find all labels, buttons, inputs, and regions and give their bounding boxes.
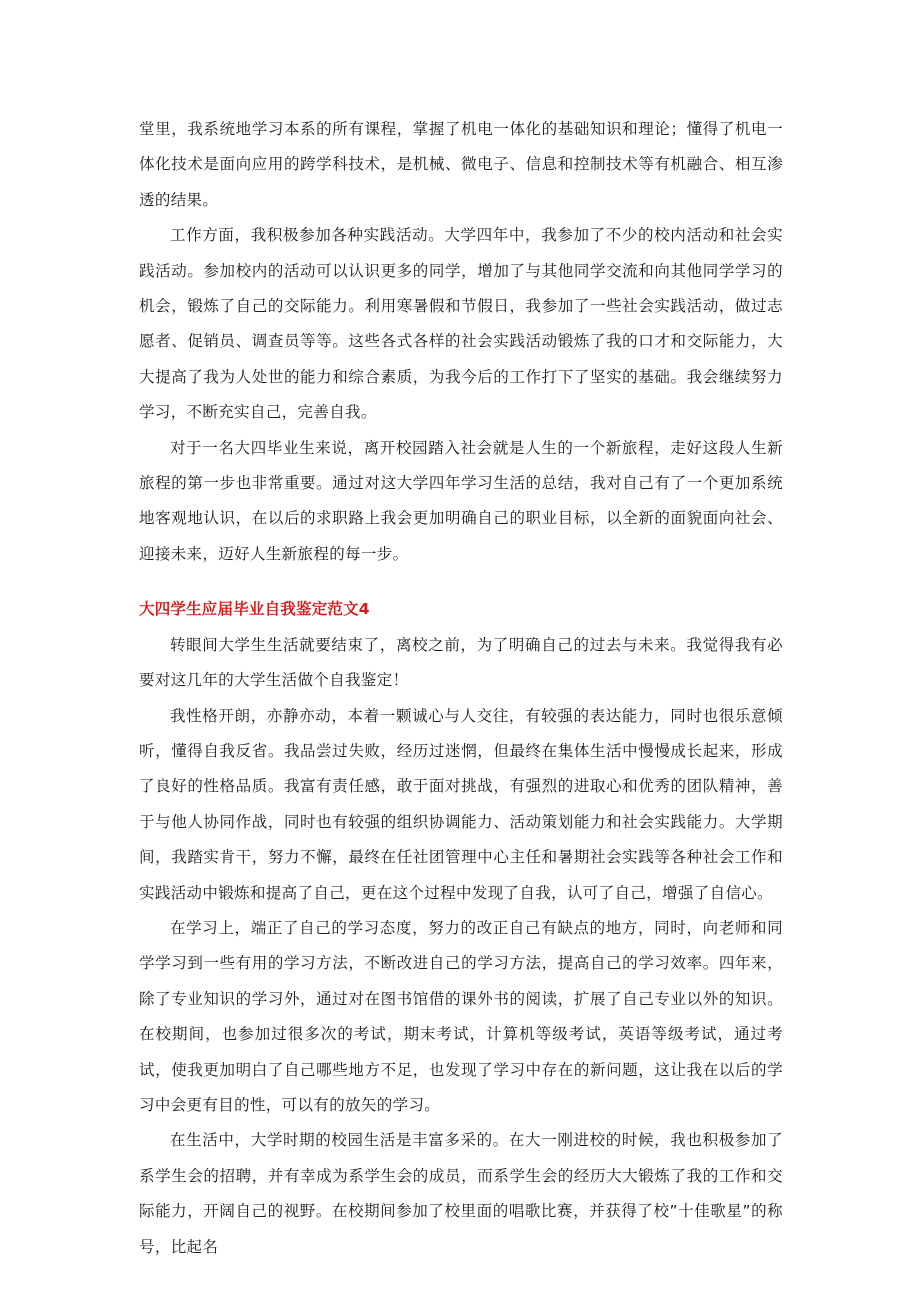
paragraph-continuation: 堂里，我系统地学习本系的所有课程，掌握了机电一体化的基础知识和理论；懂得了机电一体化技术是面向应用的跨学科技术，是机械、微电子、信息和控制技术等有机融合、相互渗透的结果。 bbox=[139, 120, 783, 209]
paragraph-study: 在学习上，端正了自己的学习态度，努力的改正自己有缺点的地方，同时，向老师和同学学习到一些有用的学习方法，不断改进自己的学习方法，提高自己的学习效率。四年来，除了专业知识的学习外，通过对在图书馆借的课外书的阅读，扩展了自己专业以外的知识。在校期间，也参加过很多次的考试，期末考试，计算机等级考试，英语等级考试，通过考试，使我更加明白了自己哪些地方不足，也发现了学习中存在的新问题，这让我在以后的学习中会更有目的性，可以有的放矢的学习。 bbox=[139, 918, 783, 1114]
paragraph-intro: 转眼间大学生生活就要结束了，离校之前，为了明确自己的过去与未来。我觉得我有必要对这几年的大学生活做个自我鉴定！ bbox=[139, 635, 783, 690]
document-page bbox=[139, 112, 783, 1265]
paragraph-life: 在生活中，大学时期的校园生活是丰富多采的。在大一刚进校的时候，我也积极参加了系学生会的招聘，并有幸成为系学生会的成员，而系学生会的经历大大锻炼了我的工作和交际能力，开阔自己的视野。在校期间参加了校里面的唱歌比赛，并获得了校”十佳歌星”的称号，比起名 bbox=[139, 1131, 783, 1256]
paragraph-work: 工作方面，我积极参加各种实践活动。大学四年中，我参加了不少的校内活动和社会实践活动。参加校内的活动可以认识更多的同学，增加了与其他同学交流和向其他同学学习的机会，锻炼了自己的交际能力。利用寒暑假和节假日，我参加了一些社会实践活动，做过志愿者、促销员、调查员等等。这些各式各样的社会实践活动锻炼了我的口才和交际能力，大大提高了我为人处世的能力和综合素质，为我今后的工作打下了坚实的基础。我会继续努力学习，不断充实自己，完善自我。 bbox=[139, 226, 783, 422]
section-heading: 大四学生应届毕业自我鉴定范文4 bbox=[139, 600, 370, 619]
paragraph-personality: 我性格开朗，亦静亦动，本着一颗诚心与人交往，有较强的表达能力，同时也很乐意倾听，懂得自我反省。我品尝过失败，经历过迷惘，但最终在集体生活中慢慢成长起来，形成了良好的性格品质。我富有责任感，敢于面对挑战，有强烈的进取心和优秀的团队精神，善于与他人协同作战，同时也有较强的组织协调能力、活动策划能力和社会实践能力。大学期间，我踏实肯干，努力不懈，最终在任社团管理中心主任和暑期社会实践等各种社会工作和实践活动中锻炼和提高了自己，更在这个过程中发现了自我，认可了自己，增强了自信心。 bbox=[139, 706, 783, 902]
paragraph-conclusion: 对于一名大四毕业生来说，离开校园踏入社会就是人生的一个新旅程，走好这段人生新旅程的第一步也非常重要。通过对这大学四年学习生活的总结，我对自己有了一个更加系统地客观地认识，在以后的求职路上我会更加明确自己的职业目标，以全新的面貌面向社会、迎接未来，迈好人生新旅程的每一步。 bbox=[139, 438, 783, 563]
